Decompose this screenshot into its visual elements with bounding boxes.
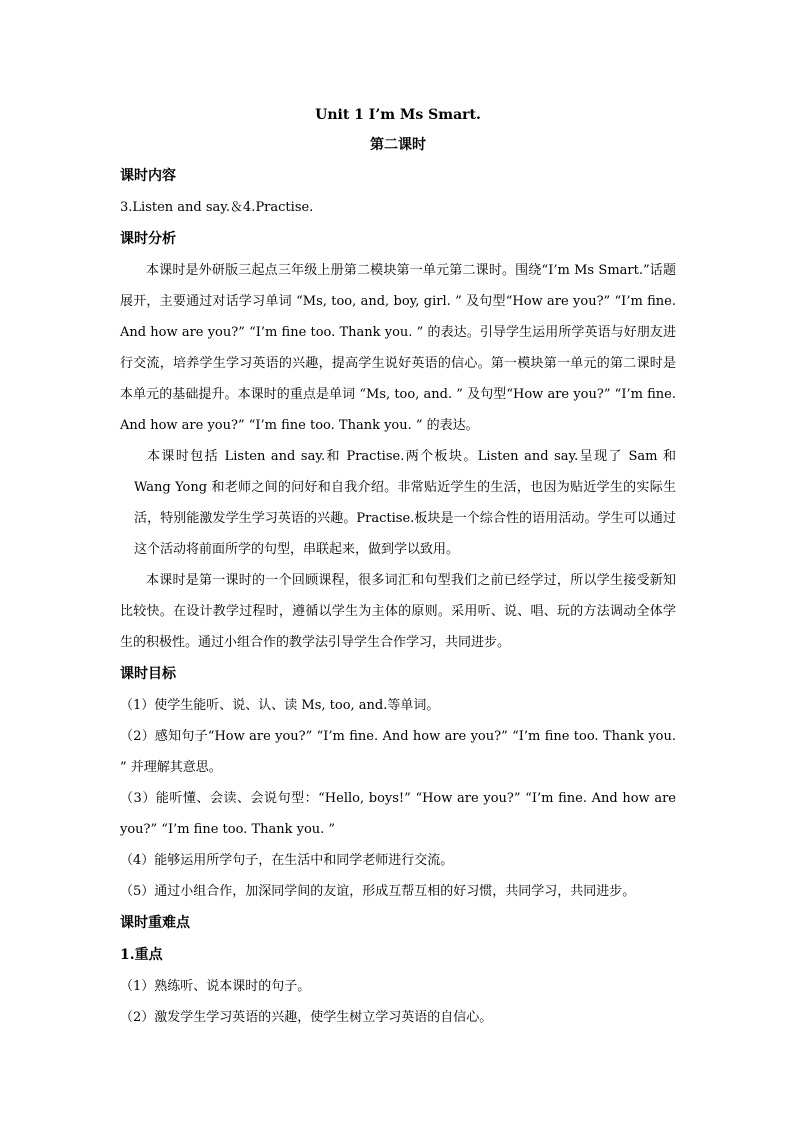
content-text: 3.Listen and say.＆4.Practise. bbox=[120, 200, 314, 215]
document-body bbox=[120, 100, 676, 1033]
section-heading-analysis: 课时分析 bbox=[120, 231, 176, 247]
document-subtitle: 第二课时 bbox=[370, 137, 426, 153]
section-heading-goals: 课时目标 bbox=[120, 666, 176, 682]
document-title: Unit 1 I’m Ms Smart. bbox=[315, 107, 481, 123]
analysis-paragraph-2: 本课时包括 Listen and say.和 Practise.两个板块。Listen and say.呈现了 Sam 和 Wang Yong 和老师之间的问好和自我介绍。非常贴近学生的生活，也因为贴近学生的实际生活，特别能激发学生学习英语的兴趣。Practise.板块是一个综合性的语用活动。学生可以通过这个活动将前面所学的句型，串联起来，做到学以致用。 bbox=[134, 449, 676, 557]
goal-item-4: （4）能够运用所学句子，在生活中和同学老师进行交流。 bbox=[120, 853, 454, 868]
goal-item-3: （3）能听懂、会读、会说句型：“Hello, boys!” “How are you?” “I’m fine. And how are you?” “I’m fine too. Thank you. ” bbox=[120, 791, 676, 837]
section-heading-difficulty: 课时重难点 bbox=[120, 915, 190, 931]
analysis-paragraph-1: 本课时是外研版三起点三年级上册第二模块第一单元第二课时。围绕“I’m Ms Smart.”话题展开，主要通过对话学习单词 “Ms, too, and, boy, girl. ” 及句型“How are you?” “I’m fine. And how are you?” “I’m fine too. Thank you. ” 的表达。引导学生运用所学英语与好朋友进行交流，培养学生学习英语的兴趣，提高学生说好英语的信心。第一模块第一单元的第二课时是本单元的基础提升。本课时的重点是单词 “Ms, too, and. ” 及句型“How are you?” “I’m fine. And how are you?” “I’m fine too. Thank you. ” 的表达。 bbox=[120, 263, 676, 433]
key-point-2: （2）激发学生学习英语的兴趣，使学生树立学习英语的自信心。 bbox=[120, 1010, 493, 1025]
analysis-paragraph-3: 本课时是第一课时的一个回顾课程，很多词汇和句型我们之前已经学过，所以学生接受新知比较快。在设计教学过程时，遵循以学生为主体的原则。采用听、说、唱、玩的方法调动全体学生的积极性。通过小组合作的教学法引导学生合作学习，共同进步。 bbox=[120, 573, 676, 650]
goal-item-2: （2）感知句子“How are you?” “I’m fine. And how are you?” “I’m fine too. Thank you. ” 并理解其意思。 bbox=[120, 729, 676, 775]
goal-item-5: （5）通过小组合作，加深同学间的友谊，形成互帮互相的好习惯，共同学习，共同进步。 bbox=[120, 884, 636, 899]
goal-item-1: （1）使学生能听、说、认、读 Ms, too, and.等单词。 bbox=[120, 698, 440, 713]
subheading-key-points: 1.重点 bbox=[120, 947, 163, 963]
section-heading-content: 课时内容 bbox=[120, 168, 176, 184]
key-point-1: （1）熟练听、说本课时的句子。 bbox=[120, 979, 311, 994]
